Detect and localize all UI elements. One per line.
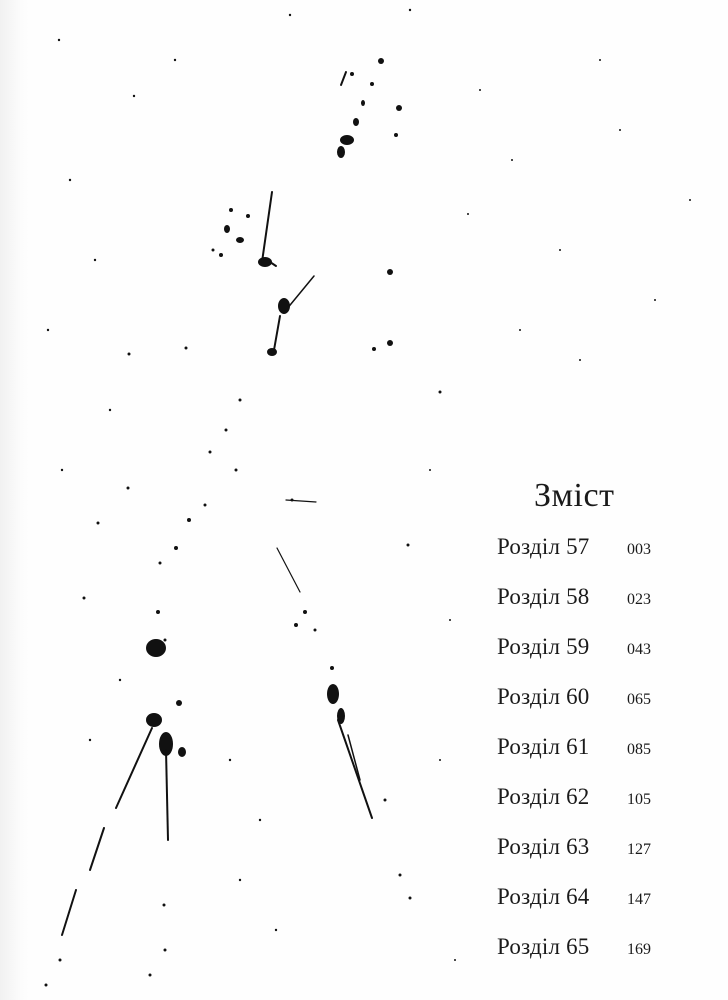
- toc-page-number: 023: [627, 591, 651, 608]
- toc-page-number: 127: [627, 841, 651, 858]
- toc-title: Зміст: [534, 477, 615, 514]
- toc-entry: [497, 834, 707, 884]
- toc-chapter-label: Розділ 64: [497, 884, 590, 909]
- toc-entry: [497, 784, 707, 834]
- toc-chapter-label: Розділ 58: [497, 584, 590, 609]
- toc-entry: [497, 684, 707, 734]
- toc-page-number: 043: [627, 641, 651, 658]
- toc-entry: [497, 584, 707, 634]
- toc-chapter-label: Розділ 62: [497, 784, 590, 809]
- toc-entry: [497, 734, 707, 784]
- toc-page-number: 003: [627, 541, 651, 558]
- toc-page-number: 085: [627, 741, 651, 758]
- toc-chapter-label: Розділ 63: [497, 834, 590, 859]
- toc-chapter-label: Розділ 60: [497, 684, 590, 709]
- toc-page-number: 065: [627, 691, 651, 708]
- toc-chapter-label: Розділ 61: [497, 734, 590, 759]
- toc-chapter-label: Розділ 65: [497, 934, 590, 959]
- toc-entry: [497, 884, 707, 934]
- toc-list: [497, 534, 707, 984]
- toc-page-number: 105: [627, 791, 651, 808]
- toc-chapter-label: Розділ 57: [497, 534, 590, 559]
- table-of-contents: [497, 474, 707, 984]
- toc-page-number: 169: [627, 941, 651, 958]
- toc-page-number: 147: [627, 891, 651, 908]
- toc-entry: [497, 934, 707, 984]
- toc-entry: [497, 534, 707, 584]
- toc-entry: [497, 634, 707, 684]
- toc-chapter-label: Розділ 59: [497, 634, 590, 659]
